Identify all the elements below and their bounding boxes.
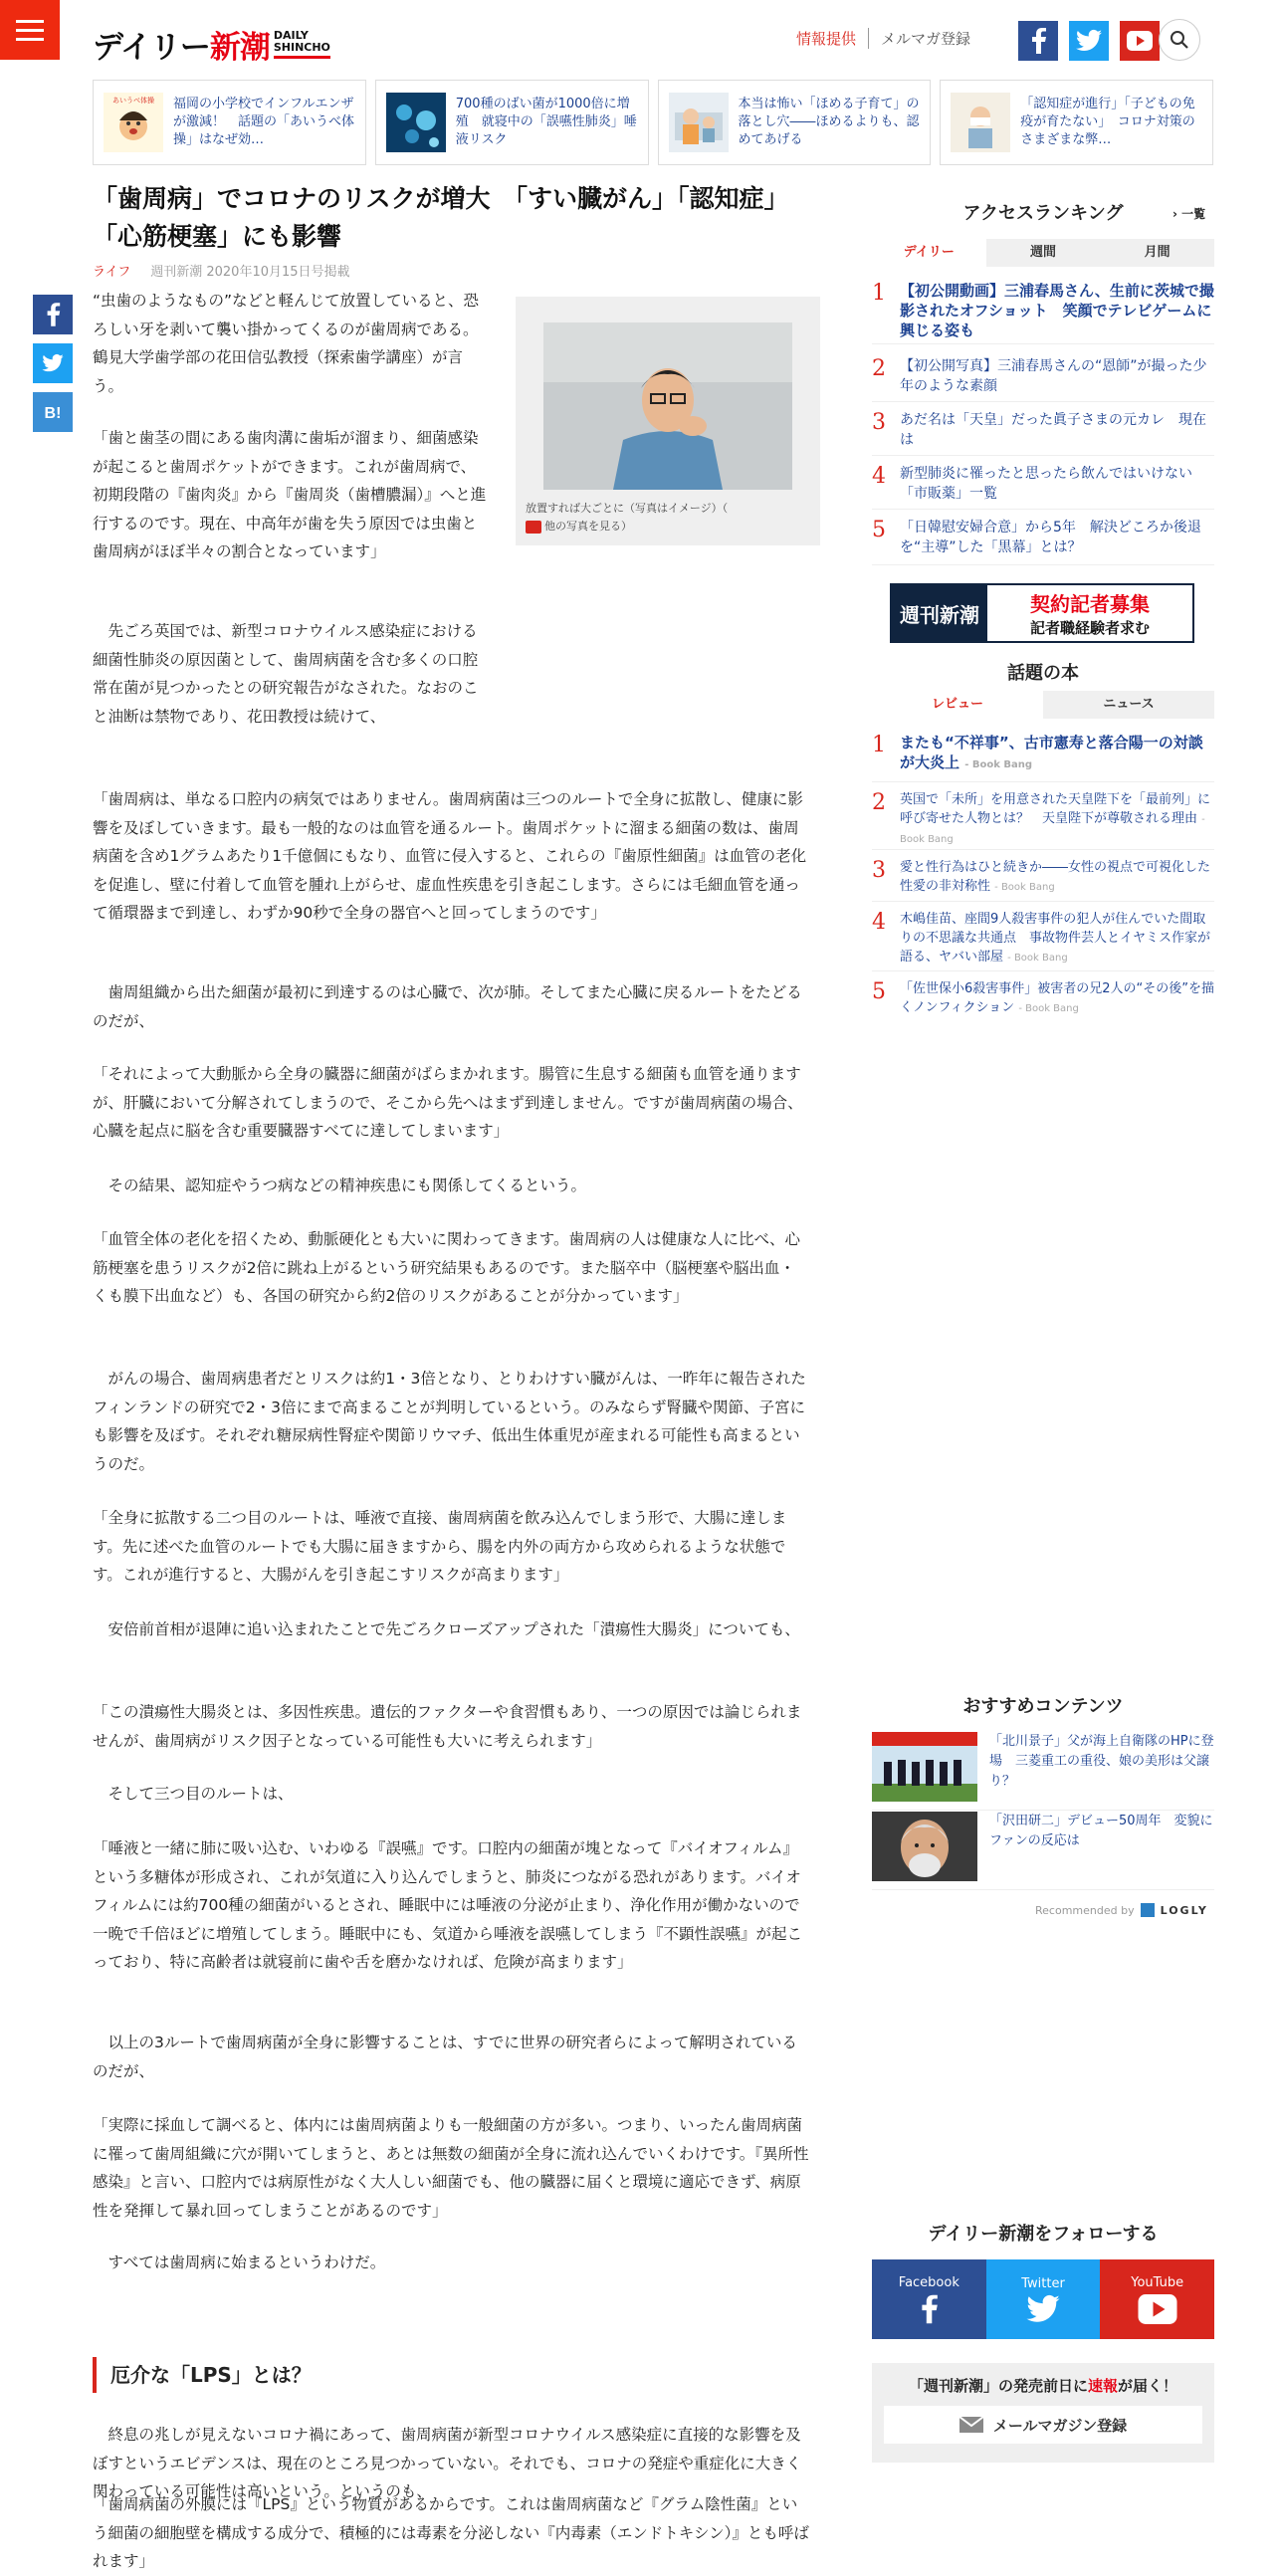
recommend-item[interactable] <box>872 1732 1214 1811</box>
book-title-text: 「佐世保小6殺害事件」被害者の兄2人の“その後”を描くノンフィクション <box>900 981 1215 1015</box>
article-photo[interactable] <box>516 297 820 545</box>
book-text <box>900 910 1214 970</box>
thumb-label: あいうべ体操 <box>112 97 154 105</box>
tab-weekly[interactable]: 週間 <box>986 239 1101 267</box>
recommended-by-brand: LOGLY <box>1160 1903 1208 1917</box>
article-paragraph: 「それによって大動脈から全身の臓器に細菌がばらまかれます。腸管に生息する細菌も血管を通りますが、肝臓において分解されてしまうので、そこから先へはまず到達しません。ですが歯周病菌の場合、心臓を起点に脳を含む重要臓器すべてに達してしまいます」 <box>93 1065 803 1140</box>
ranking-more-label: 一覧 <box>1181 207 1206 221</box>
article-paragraph: その結果、認知症やうつ病などの精神疾患にも関係してくるという。 <box>93 1177 587 1194</box>
card-thumbnail <box>386 93 446 152</box>
twitter-icon <box>42 354 64 372</box>
ranking-title: アクセスランキング <box>962 203 1124 224</box>
ranking-item[interactable] <box>872 281 1214 344</box>
banner-magazine-name: 週刊新潮 <box>900 602 979 627</box>
recommend-thumbnail <box>872 1812 977 1881</box>
newsletter-box <box>872 2363 1214 2463</box>
article-paragraph: 「この潰瘍性大腸炎とは、多因性疾患。遺伝的ファクターや食習慣もあり、一つの原因では論じられませんが、歯周病がリスク因子となっている可能性も大いに考えられます」 <box>93 1703 802 1750</box>
book-source: - Book Bang <box>900 814 1205 845</box>
rank-text: 「日韓慰安婦合意」から5年 解決どころか後退を“主導”した「黒幕」とは？ <box>900 520 1201 555</box>
follow-facebook-button[interactable] <box>872 2259 986 2339</box>
tab-daily[interactable]: デイリー <box>872 239 986 267</box>
card-thumbnail <box>669 93 729 152</box>
rank-number: 1 <box>872 281 886 306</box>
recruit-banner[interactable] <box>890 583 1194 643</box>
recommended-by-label: Recommended by <box>1035 1903 1135 1917</box>
newsletter-text-emph: 速報 <box>1087 2377 1118 2395</box>
twitter-icon <box>1076 30 1102 52</box>
search-icon <box>1170 30 1189 50</box>
book-title-text: 愛と性行為はひと続きか――女性の視点で可視化した性愛の非対称性 <box>900 860 1211 894</box>
article-paragraph: 歯周組織から出た細菌が最初に到達するのは心臓で、次が肺。そしてまた心臓に戻るルートをたどるのだが、 <box>93 983 802 1030</box>
article-paragraph: がんの場合、歯周病患者だとリスクは約1・3倍となり、とりわけすい臓がんは、一昨年に報告されたフィンランドの研究で2・3倍にまで高まることが判明しているという。のみならず腎臓や関節、子宮にも影響を及ぼす。それぞれ糖尿病性腎症や関節リウマチ、低出生体重児が産まれる可能性も高まるというのだ。 <box>93 1370 806 1473</box>
article-paragraph: 以上の3ルートで歯周病菌が全身に影響することは、すでに世界の研究者らによって解明されているのだが、 <box>93 2034 797 2080</box>
caption-text: 放置すれば大ごとに（写真はイメージ）（ <box>526 502 729 515</box>
top-card[interactable] <box>940 80 1213 165</box>
facebook-icon <box>44 303 62 326</box>
share-hatena-button[interactable] <box>33 392 73 432</box>
section-heading: 厄介な「LPS」とは？ <box>93 2357 809 2393</box>
book-title-text: 木嶋佳苗、座間9人殺害事件の犯人が住んでいた間取りの不思議な共通点 事故物件芸人とイヤミス作家が語る、ヤバい部屋 <box>900 912 1211 965</box>
hatena-bookmark-icon <box>40 402 66 422</box>
logly-icon <box>1141 1903 1155 1917</box>
recommend-item[interactable] <box>872 1812 1214 1890</box>
follow-youtube-button[interactable] <box>1100 2259 1214 2339</box>
newsletter-signup-button[interactable] <box>884 2406 1202 2444</box>
banner-subline: 記者職経験者求む <box>1029 619 1150 637</box>
book-text <box>900 790 1214 849</box>
ranking-more-link[interactable]: › 一覧 <box>1172 207 1206 221</box>
book-source: - Book Bang <box>964 759 1033 770</box>
book-item[interactable] <box>872 979 1214 1023</box>
article-paragraph: 先ごろ英国では、新型コロナウイルス感染症における細菌性肺炎の原因菌として、歯周病菌を含む多くの口腔常在菌が見つかったとの研究報告がなされた。なおのこと油断は禁物であり、花田教授は続けて、 <box>93 622 479 726</box>
rank-number: 5 <box>872 979 886 1004</box>
facebook-button[interactable] <box>1018 21 1058 61</box>
book-item[interactable] <box>872 733 1214 782</box>
svg-text:B!: B! <box>44 405 62 422</box>
follow-facebook-label: Facebook <box>898 2274 959 2290</box>
top-card[interactable] <box>658 80 932 165</box>
recommend-title: おすすめコンテンツ <box>962 1696 1124 1717</box>
top-card[interactable] <box>375 80 649 165</box>
article-paragraph: 「実際に採血して調べると、体内には歯周病菌よりも一般細菌の方が多い。つまり、いったん歯周病菌に罹って歯周組織に穴が開いてしまうと、あとは無数の細菌が全身に流れ込んでいくわけです。『異所性感染』と言い、口腔内では病原性がなく大人しい細菌でも、他の臓器に届くと環境に適応できず、病原性を発揮して暴れ回ってしまうことがあるのです」 <box>93 2116 809 2220</box>
article-paragraph: 「歯と歯茎の間にある歯肉溝に歯垢が溜まり、細菌感染が起こると歯周ポケットができます。これが歯周病で、初期段階の『歯肉炎』から『歯周炎（歯槽膿漏）』へと進行するのです。現在、中高年が歯を失う原因では虫歯と歯周病がほぼ半々の割合となっています」 <box>93 429 487 560</box>
twitter-button[interactable] <box>1069 21 1109 61</box>
follow-youtube-label: YouTube <box>1131 2274 1184 2290</box>
twitter-icon <box>1026 2295 1060 2323</box>
logo-text-a: デイリー <box>93 30 210 66</box>
rank-number: 5 <box>872 518 886 542</box>
card-text: 福岡の小学校でインフルエンザが激減！ 話題の「あいうべ体操」はなぜ効… <box>173 97 355 147</box>
book-source: - Book Bang <box>1007 953 1068 964</box>
search-button[interactable] <box>1159 19 1200 61</box>
banner-headline: 契約記者募集 <box>1030 592 1150 616</box>
book-text <box>900 733 1214 781</box>
ranking-item[interactable] <box>872 356 1214 402</box>
site-logo[interactable] <box>93 22 330 67</box>
rank-text: 新型肺炎に罹ったと思ったら飲んではいけない「市販薬」一覧 <box>900 466 1192 502</box>
rank-number: 4 <box>872 910 886 935</box>
camera-icon <box>526 521 541 534</box>
article-paragraph: そして三つ目のルートは、 <box>93 1785 294 1803</box>
rank-number: 2 <box>872 790 886 815</box>
photo-caption <box>526 500 792 536</box>
article-paragraph: 「血管全体の老化を招くため、動脈硬化とも大いに関わってきます。歯周病の人は健康な人に比べ、心筋梗塞を患うリスクが2倍に跳ね上がるという研究結果もあるのです。また脳卒中（脳梗塞や脳出血・くも膜下出血など）も、各国の研究から約2倍のリスクがあることが分かっています」 <box>93 1230 800 1305</box>
share-twitter-button[interactable] <box>33 343 73 383</box>
rank-text: 【初公開動画】三浦春馬さん、生前に茨城で撮影されたオフショット 笑顔でテレビゲームに興じる姿も <box>900 282 1214 339</box>
card-text: 本当は怖い「ほめる子育て」の落とし穴――ほめるよりも、認めてあげる <box>738 97 920 147</box>
more-photos-link[interactable]: 他の写真を見る） <box>544 520 632 533</box>
newsletter-signup-label: メールマガジン登録 <box>992 2416 1128 2435</box>
facebook-icon <box>918 2294 940 2324</box>
logo-en-1: DAILY <box>273 29 309 42</box>
book-text <box>900 858 1214 901</box>
article-paragraph: 「歯周病菌の外膜には『LPS』という物質があるからです。これは歯周病菌など『グラム陰性菌』という細菌の細胞壁を構成する成分で、積極的には毒素を分泌しない『内毒素（エンドトキシン）』とも呼ばれます」 <box>93 2495 809 2570</box>
youtube-icon <box>1127 31 1153 51</box>
rank-text: 【初公開写真】三浦春馬さんの“恩師”が撮った少年のような素顔 <box>900 358 1207 394</box>
article-paragraph: 安倍前首相が退陣に追い込まれたことで先ごろクローズアップされた「潰瘍性大腸炎」についても、 <box>93 1620 800 1638</box>
book-text <box>900 979 1214 1023</box>
article-paragraph: “虫歯のようなもの”などと軽んじて放置していると、恐ろしい牙を剥いて襲い掛かってくるのが歯周病である。鶴見大学歯学部の花田信弘教授（探索歯学講座）が言う。 <box>93 292 480 395</box>
article-paragraph: 終息の兆しが見えないコロナ禍にあって、歯周病菌が新型コロナウイルス感染症に直接的な影響を及ぼすというエビデンスは、現在のところ見つかっていない。それでも、コロナの発症や重症化に大きく関わっている可能性は高いという。というのも、 <box>93 2426 802 2500</box>
recommend-text: 「北川景子」父が海上自衛隊のHPに登場 三菱重工の重役、娘の美形は父譲り？ <box>989 1734 1214 1789</box>
card-text: 700種のばい菌が1000倍に増殖 就寝中の「誤嚥性肺炎」唾液リスク <box>455 97 637 147</box>
tab-review[interactable]: レビュー <box>872 691 1043 719</box>
article-paragraph: 「全身に拡散する二つ目のルートは、唾液で直接、歯周病菌を飲み込んでしまう形で、大腸に達します。先に述べた血管のルートでも大腸に届きますから、腸を内外の両方から攻められるような状態です。これが進行すると、大腸がんを引き起こすリスクが高まります」 <box>93 1509 787 1584</box>
rank-number: 3 <box>872 858 886 883</box>
recommend-thumbnail <box>872 1732 977 1802</box>
card-thumbnail <box>951 93 1010 152</box>
book-title-text: 英国で「未所」を用意された天皇陛下を「最前列」に呼び寄せた人物とは？ 天皇陛下が尊敬される理由 <box>900 792 1211 826</box>
rank-number: 4 <box>872 464 886 489</box>
youtube-button[interactable] <box>1120 21 1160 61</box>
rank-text: あだ名は「天皇」だった眞子さまの元カレ 現在は <box>900 412 1206 448</box>
article-title: 「歯周病」でコロナのリスクが増大 「すい臓がん」「認知症」「心筋梗塞」にも影響 <box>93 184 789 251</box>
category-link[interactable]: ライフ <box>93 265 131 280</box>
menu-button[interactable] <box>0 0 60 60</box>
share-facebook-button[interactable] <box>33 295 73 334</box>
card-thumbnail <box>104 93 163 152</box>
facebook-icon <box>1028 28 1048 54</box>
mail-icon <box>959 2417 983 2433</box>
article-paragraph: 「唾液と一緒に肺に吸い込む、いわゆる『誤嚥』です。口腔内の細菌が塊となって『バイオフィルム』という多糖体が形成され、これが気道に入り込んでしまうと、肺炎につながる恐れがあります。バイオフィルムには約700種の細菌がいるとされ、睡眠中には唾液の分泌が止まり、浄化作用が働かないので一晩で千倍ほどに増殖してしまう。睡眠中にも、気道から唾液を誤嚥してしまう『不顕性誤嚥』が起こっており、特に高齢者は就寝前に歯や舌を磨かなければ、危険が高まります」 <box>93 1839 803 1971</box>
book-source: - Book Bang <box>994 882 1055 893</box>
follow-twitter-label: Twitter <box>1021 2275 1065 2291</box>
books-title: 話題の本 <box>1007 663 1079 684</box>
book-source: - Book Bang <box>1018 1003 1079 1014</box>
info-submit-link[interactable]: 情報提供 <box>796 28 869 49</box>
book-item[interactable] <box>872 910 1214 971</box>
youtube-icon <box>1137 2294 1178 2324</box>
book-item[interactable] <box>872 790 1214 850</box>
ranking-item[interactable] <box>872 518 1214 565</box>
top-card[interactable] <box>93 80 366 165</box>
article-photo-image <box>543 322 792 490</box>
article-paragraph: 「歯周病は、単なる口腔内の病気ではありません。歯周病菌は三つのルートで全身に拡散し、健康に影響を及ぼしていきます。最も一般的なのは血管を通るルート。歯周ポケットに溜まる細菌の数は、歯周病菌を含め1グラムあたり1千億個にもなり、血管に侵入すると、これらの『歯原性細菌』は血管の老化を促進し、壁に付着して血管を腫れ上がらせ、虚血性疾患を引き起こします。さらには毛細血管を通って循環器まで到達し、わずか90秒で全身の器官へと回ってしまうのです」 <box>93 790 807 922</box>
follow-title: デイリー新潮をフォローする <box>928 2224 1159 2245</box>
recommend-text: 「沢田研二」デビュー50周年 変貌にファンの反応は <box>989 1814 1213 1848</box>
card-text: 「認知症が進行」「子どもの免疫が育たない」 コロナ対策のさまざまな弊… <box>1020 97 1195 147</box>
rank-number: 1 <box>872 733 886 757</box>
tab-news[interactable]: ニュース <box>1043 691 1214 719</box>
newsletter-text-post: が届く！ <box>1118 2377 1178 2395</box>
tab-monthly[interactable]: 月間 <box>1100 239 1214 267</box>
article-source: 週刊新潮 2020年10月15日号掲載 <box>150 265 350 280</box>
ranking-item[interactable] <box>872 410 1214 456</box>
book-title-text: またも“不祥事”、古市憲寿と落合陽一の対談が大炎上 <box>900 734 1203 771</box>
rank-number: 2 <box>872 356 886 381</box>
newsletter-text-pre: 「週刊新潮」の発売前日に <box>908 2377 1088 2395</box>
book-item[interactable] <box>872 858 1214 902</box>
rank-number: 3 <box>872 410 886 435</box>
logo-text-b: 新潮 <box>209 30 270 66</box>
newsletter-link[interactable]: メルマガ登録 <box>881 30 971 48</box>
follow-twitter-button[interactable] <box>986 2259 1101 2339</box>
ranking-item[interactable] <box>872 464 1214 510</box>
logo-en-2: SHINCHO <box>273 41 330 54</box>
article-paragraph: すべては歯周病に始まるというわけだ。 <box>93 2254 386 2271</box>
recommended-by[interactable] <box>1035 1903 1208 1917</box>
